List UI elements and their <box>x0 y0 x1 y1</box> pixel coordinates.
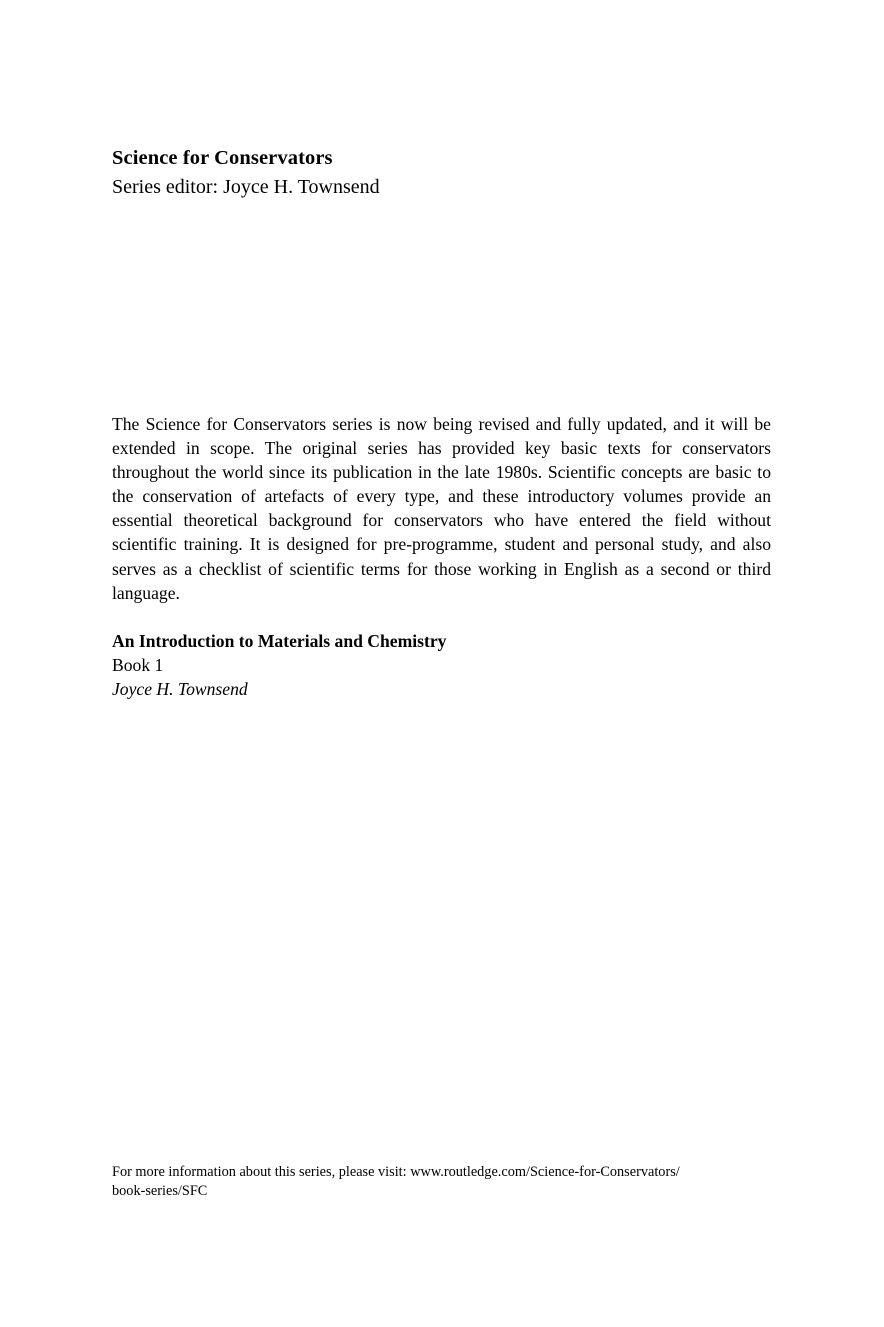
series-editor: Series editor: Joyce H. Townsend <box>112 176 380 198</box>
footer-note-line-1: For more information about this series, please visit: www.routledge.com/Science-for-Conservators/ <box>112 1164 680 1180</box>
book-entry <box>112 629 771 701</box>
series-description-paragraph: The Science for Conservators series is now being revised and fully updated, and it will be extended in scope. The original series has provided key basic texts for conservators throughout the world since its publication in the late 1980s. Scientific concepts are basic to the conservation of artefacts of every type, and these introductory volumes provide an essential theoretical background for conservators who have entered the field without scientific training. It is designed for pre-programme, student and personal study, and also serves as a checklist of scientific terms for those working in English as a second or third language. <box>112 414 771 603</box>
series-title: Science for Conservators <box>112 147 333 169</box>
book-author: Joyce H. Townsend <box>112 679 248 699</box>
book-number: Book 1 <box>112 655 164 675</box>
book-title: An Introduction to Materials and Chemistry <box>112 631 447 651</box>
footer-note <box>112 1163 772 1201</box>
footer-note-line-2: book-series/SFC <box>112 1183 208 1199</box>
